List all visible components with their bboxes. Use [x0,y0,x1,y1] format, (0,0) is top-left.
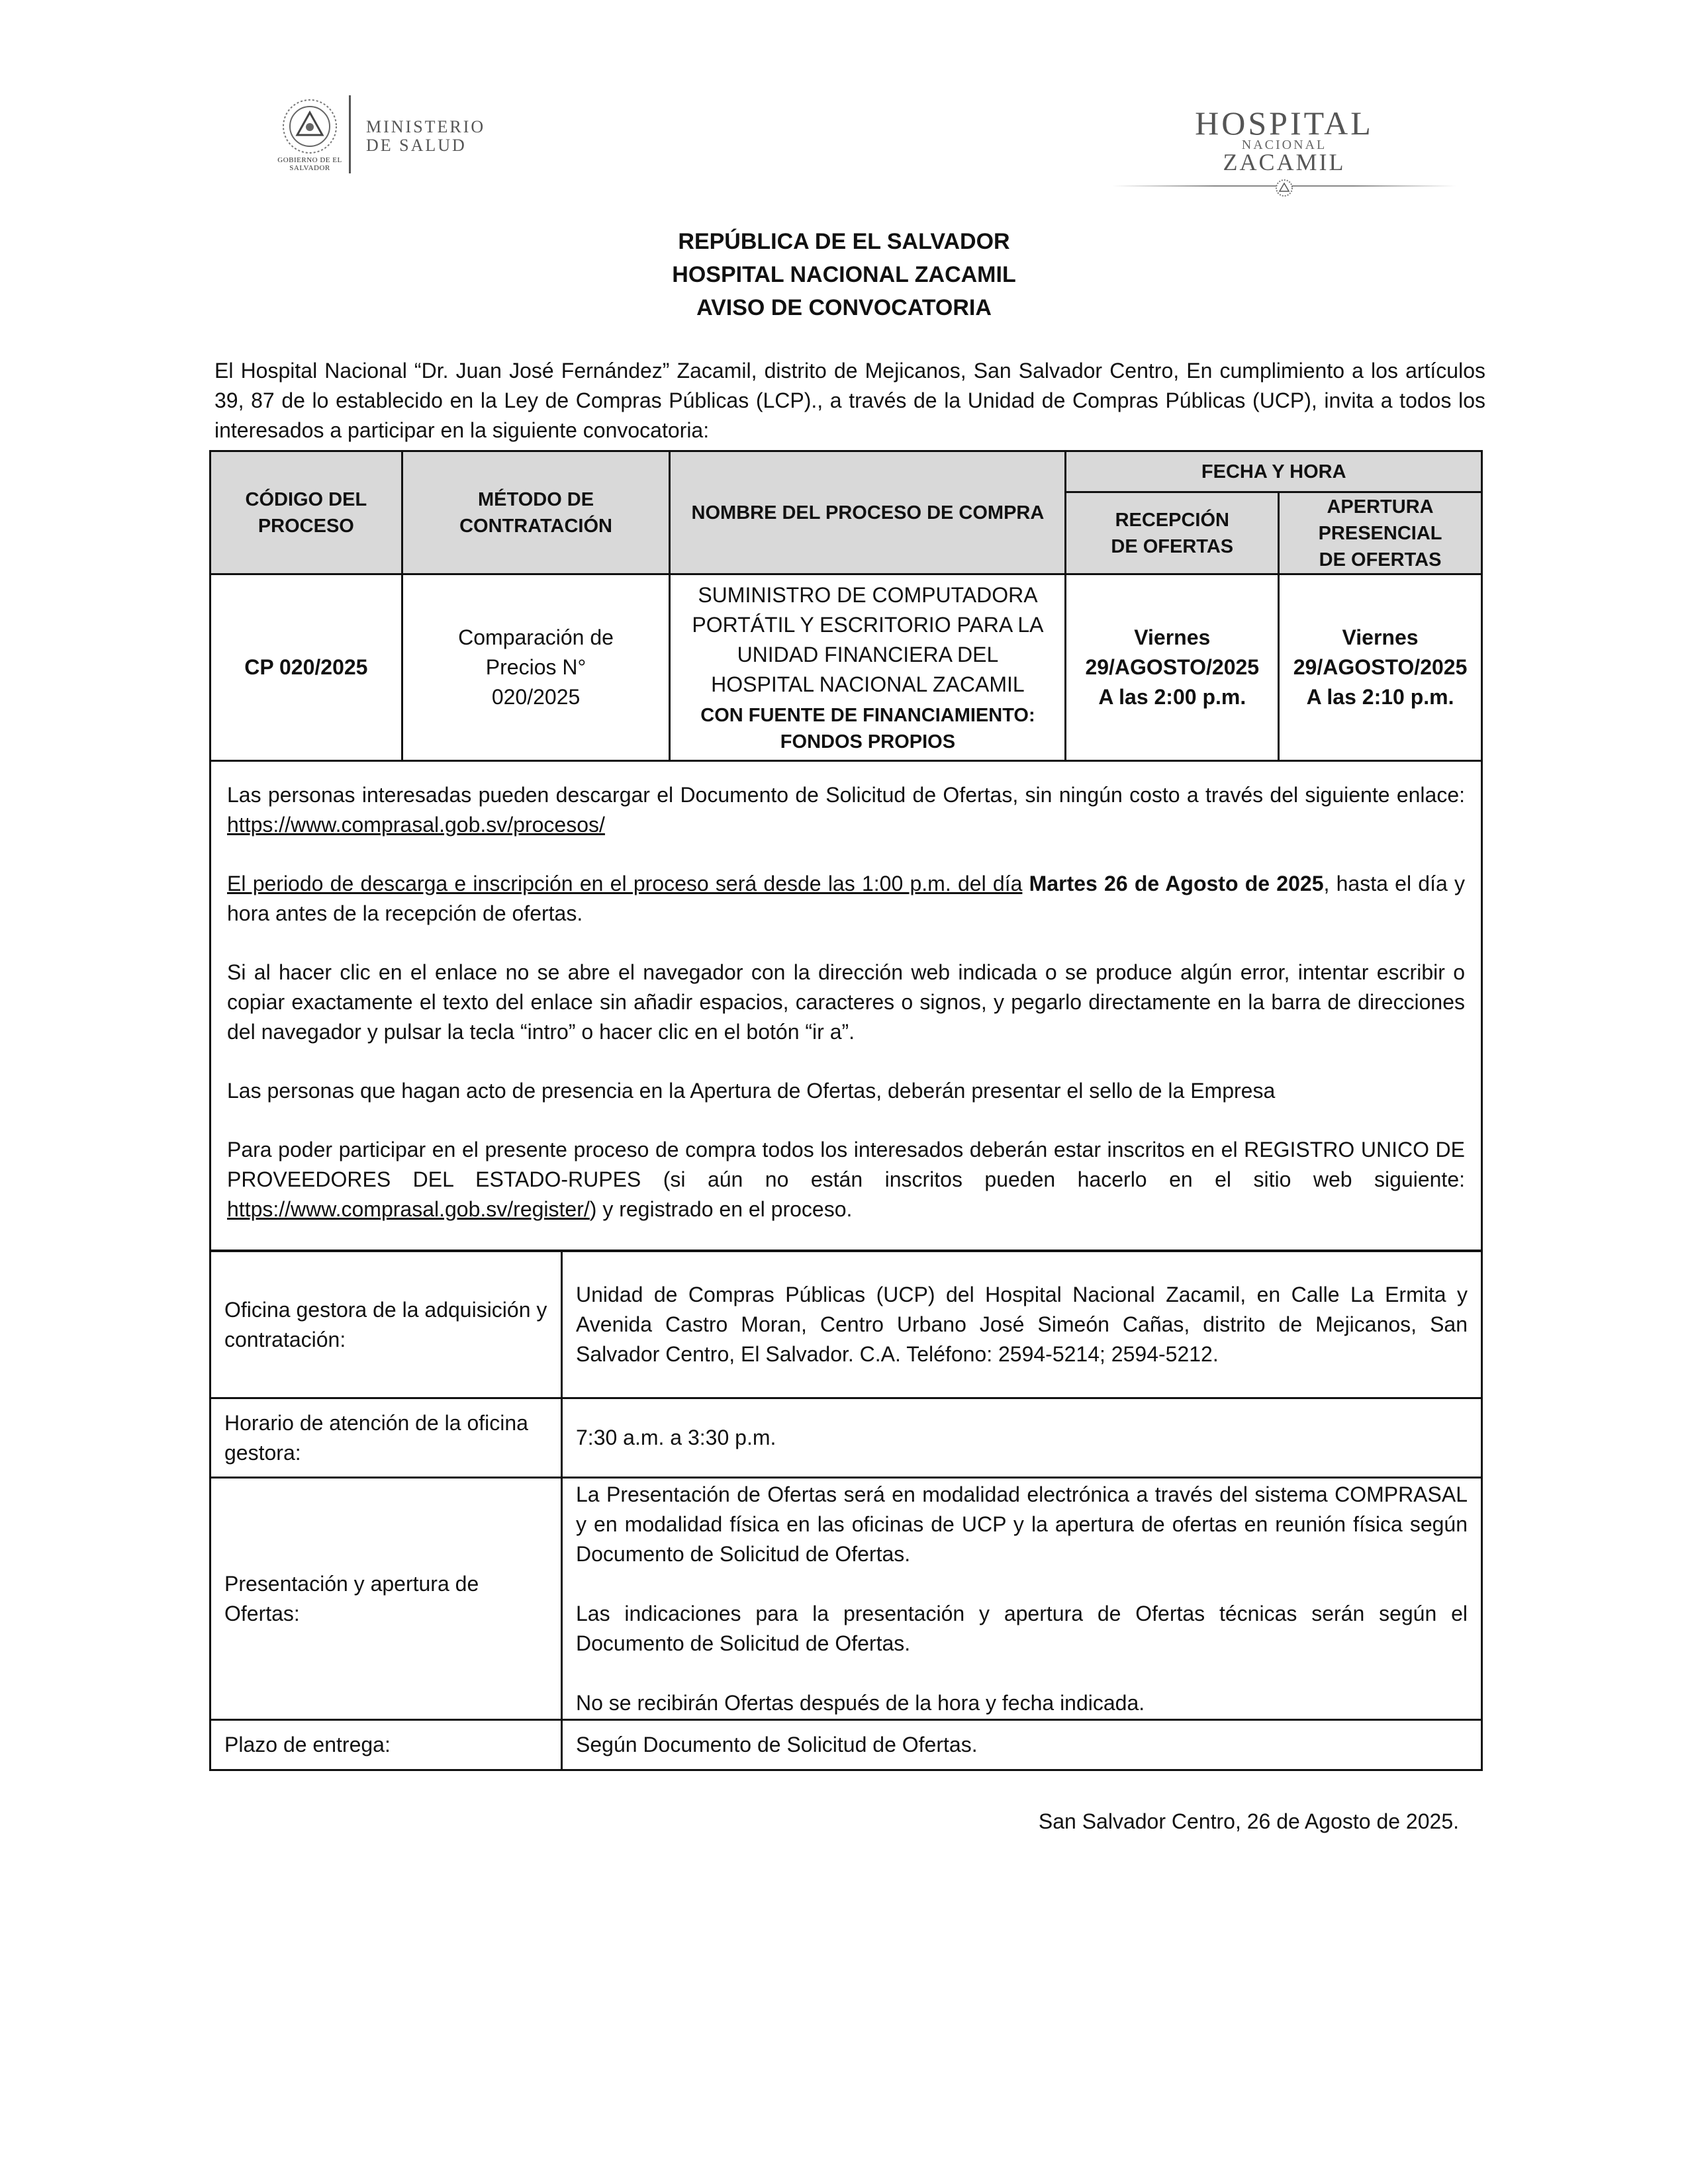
recepcion-day: Viernes [1134,625,1211,649]
seal-caption: GOBIERNO DE EL SALVADOR [277,156,342,172]
notice-download-text: Las personas interesadas pueden descargar el Documento de Solicitud de Ofertas, sin ningún costo a través del siguiente enlace: [227,783,1465,807]
plazo-label: Plazo de entrega: [211,1720,562,1770]
notice-rupes [227,1135,1465,1224]
notice-period-rest: , hasta el día y hora antes de la recepción de ofertas. [227,872,1466,925]
recepcion-time: A las 2:00 p.m. [1098,685,1246,709]
notice-link-help: Si al hacer clic en el enlace no se abre el navegador con la dirección web indicada o se produce algún error, intentar escribir o copiar exactamente el texto del enlace sin añadir espacios, caracteres o signos, y pegarlo directamente en la barra de direcciones del navegador y pulsar la tecla “intro” o hacer clic en el botón “ir a”. [227,960,1465,1044]
hospital-logo [1112,106,1456,205]
oficina-value: Unidad de Compras Públicas (UCP) del Hospital Nacional Zacamil, en Calle La Ermita y Avenida Castro Moran, Centro Urbano José Simeón Cañas, distrito de Mejicanos, San Salvador Centro, El Salvador. C.A. Teléfono: 2594-5214; 2594-5212. [562,1251,1482,1398]
cell-metodo: Comparación de Precios N° 020/2025 [402,574,670,761]
notice-period [227,869,1465,929]
notice-period-text: El periodo de descarga e inscripción en el proceso será desde las 1:00 p.m. del día [227,872,1023,895]
procesos-link[interactable]: https://www.comprasal.gob.sv/procesos/ [227,813,605,837]
apertura-date: 29/AGOSTO/2025 [1293,655,1468,679]
cell-recepcion [1066,574,1279,761]
header-apertura: APERTURA PRESENCIAL DE OFERTAS [1279,492,1482,574]
presentacion-label: Presentación y apertura de Ofertas: [211,1478,562,1720]
apertura-time: A las 2:10 p.m. [1306,685,1454,709]
ministerio-salud-logo [268,93,506,179]
cell-nombre [670,574,1066,761]
register-link[interactable]: https://www.comprasal.gob.sv/register/ [227,1197,590,1221]
hospital-logo-line-3: ZACAMIL [1223,149,1346,175]
oficina-label: Oficina gestora de la adquisición y contratación: [211,1251,562,1398]
process-name: SUMINISTRO DE COMPUTADORA PORTÁTIL Y ESCRITORIO PARA LA UNIDAD FINANCIERA DEL HOSPITAL NACIONAL ZACAMIL [692,582,1044,696]
hospital-seal-icon [1275,179,1293,197]
intro-paragraph: El Hospital Nacional “Dr. Juan José Fernández” Zacamil, distrito de Mejicanos, San Salvador Centro, En cumplimiento a los artículos 39, 87 de lo establecido en la Ley de Compras Públicas (LCP)., a través de la Unidad de Compras Públicas (UCP), invita a todos los interesados a participar en la siguiente convocatoria: [214,359,1485,442]
header-fecha-hora: FECHA Y HORA [1066,451,1482,492]
ministry-name [366,118,485,155]
title-republic: REPÚBLICA DE EL SALVADOR [678,229,1010,254]
notice-period-date: Martes 26 de Agosto de 2025 [1029,872,1324,895]
procurement-table [209,450,1483,1251]
presentacion-p1: La Presentación de Ofertas será en modalidad electrónica a través del sistema COMPRASAL y en modalidad física en las oficinas de UCP y la apertura de ofertas en reunión física según Documento de Solicitud de Ofertas. [576,1482,1468,1566]
el-salvador-seal-icon [281,98,338,155]
details-table [209,1250,1483,1771]
cell-codigo: CP 020/2025 [211,574,402,761]
document-titles [0,225,1688,324]
presentacion-value [562,1478,1482,1720]
plazo-value: Según Documento de Solicitud de Ofertas. [562,1720,1482,1770]
notice-rupes-text: Para poder participar en el presente proceso de compra todos los interesados deberán estar inscritos en el REGISTRO UNICO DE PROVEEDORES DEL ESTADO-RUPES (si aún no están inscritos pueden hacerlo en el sitio web siguiente: [227,1138,1465,1191]
horario-label: Horario de atención de la oficina gestora: [211,1398,562,1478]
apertura-day: Viernes [1342,625,1419,649]
title-notice: AVISO DE CONVOCATORIA [696,295,992,320]
ministry-line-2: DE SALUD [366,136,467,155]
hospital-logo-line-2: NACIONAL [1241,138,1327,152]
title-hospital: HOSPITAL NACIONAL ZACAMIL [672,262,1016,287]
header-nombre: NOMBRE DEL PROCESO DE COMPRA [670,451,1066,574]
presentacion-p3: No se recibirán Ofertas después de la hora y fecha indicada. [576,1690,1145,1715]
cell-apertura [1279,574,1482,761]
header-codigo: CÓDIGO DEL PROCESO [211,451,402,574]
horario-value: 7:30 a.m. a 3:30 p.m. [562,1398,1482,1478]
logo-divider [349,95,351,173]
notice-rupes-rest: ) y registrado en el proceso. [589,1197,853,1221]
ministry-line-1: MINISTERIO [366,117,486,136]
header-recepcion: RECEPCIÓN DE OFERTAS [1066,492,1279,574]
hospital-logo-line-1: HOSPITAL [1195,105,1374,142]
notice-seal: Las personas que hagan acto de presencia en la Apertura de Ofertas, deberán presentar el sello de la Empresa [227,1079,1276,1103]
notice-download [227,780,1465,840]
financing-source: CON FUENTE DE FINANCIAMIENTO: FONDOS PROPIOS [700,704,1035,752]
recepcion-date: 29/AGOSTO/2025 [1085,655,1260,679]
presentacion-p2: Las indicaciones para la presentación y apertura de Ofertas técnicas serán según el Documento de Solicitud de Ofertas. [576,1601,1468,1655]
signature-date: San Salvador Centro, 26 de Agosto de 2025. [1038,1809,1459,1833]
notice-block [211,761,1482,1251]
header-metodo: MÉTODO DE CONTRATACIÓN [402,451,670,574]
